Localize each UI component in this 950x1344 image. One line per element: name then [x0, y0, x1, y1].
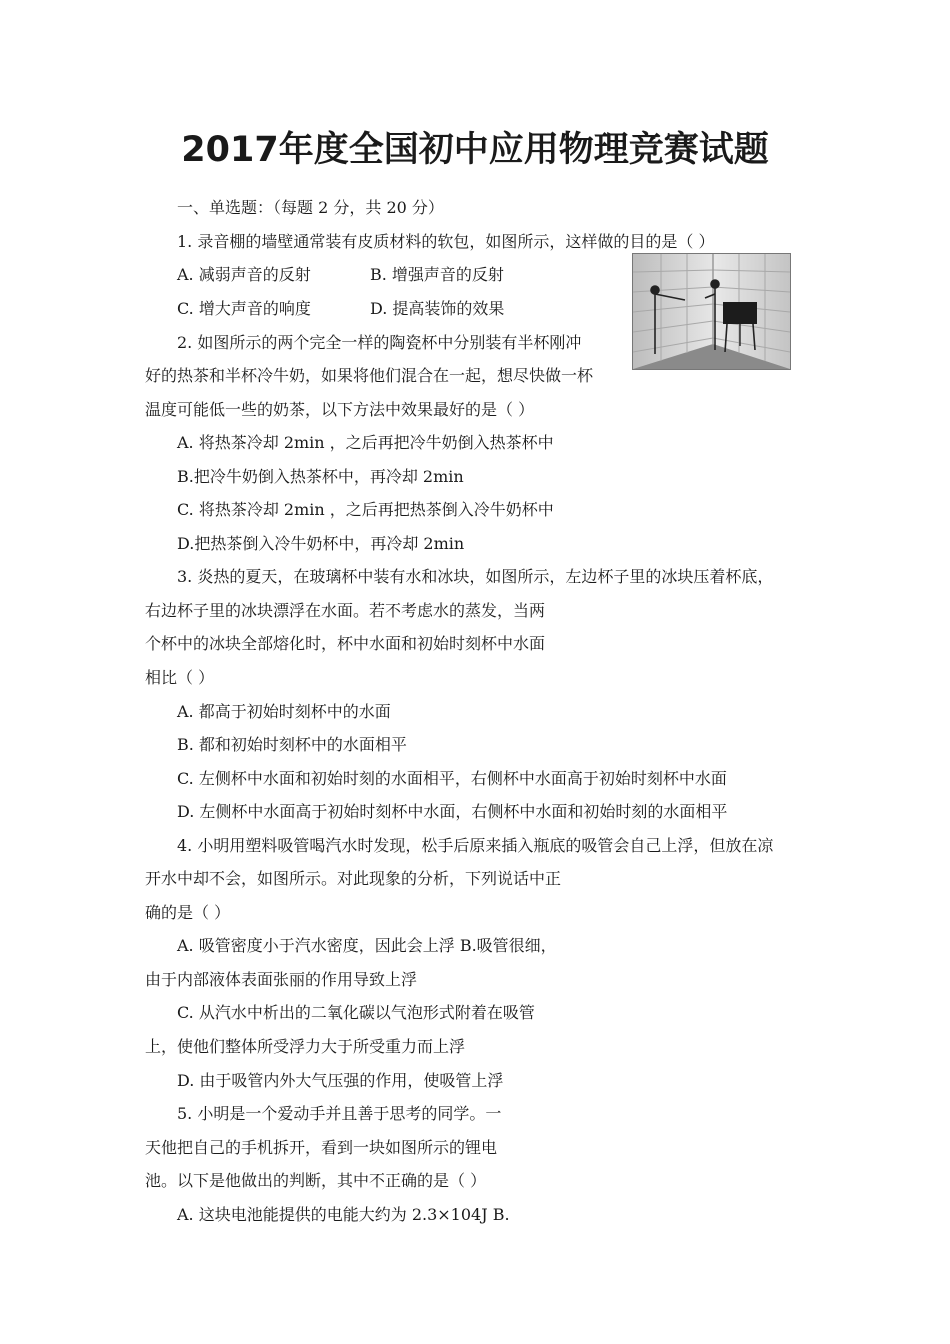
question-3-option-c: C. 左侧杯中水面和初始时刻的水面相平，右侧杯中水面高于初始时刻杯中水面 — [177, 769, 727, 788]
question-3-option-d: D. 左侧杯中水面高于初始时刻杯中水面，右侧杯中水面和初始时刻的水面相平 — [177, 802, 728, 821]
question-2-stem-line-3: 温度可能低一些的奶茶，以下方法中效果最好的是（ ） — [145, 400, 535, 419]
question-2-option-a: A. 将热茶冷却 2min ，之后再把冷牛奶倒入热茶杯中 — [177, 433, 554, 452]
question-1-stem: 1. 录音棚的墙壁通常装有皮质材料的软包，如图所示，这样做的目的是（ ） — [177, 232, 715, 251]
question-3-option-a: A. 都高于初始时刻杯中的水面 — [177, 702, 391, 721]
question-2-option-c: C. 将热茶冷却 2min ，之后再把热茶倒入冷牛奶杯中 — [177, 500, 554, 519]
question-2-stem-line-1: 2. 如图所示的两个完全一样的陶瓷杯中分别装有半杯刚冲 — [177, 333, 582, 352]
question-2-option-b: B.把冷牛奶倒入热茶杯中，再冷却 2min — [177, 467, 464, 486]
question-3-stem-line-3: 个杯中的冰块全部熔化时，杯中水面和初始时刻杯中水面 — [145, 634, 546, 653]
question-4-option-d: D. 由于吸管内外大气压强的作用，使吸管上浮 — [177, 1071, 504, 1090]
question-4-stem-line-3: 确的是（ ） — [145, 903, 231, 922]
recording-studio-photo — [632, 253, 791, 370]
question-3-stem-line-2: 右边杯子里的冰块漂浮在水面。若不考虑水的蒸发，当两 — [145, 601, 546, 620]
question-2-stem-line-2: 好的热茶和半杯冷牛奶，如果将他们混合在一起，想尽快做一杯 — [145, 366, 594, 385]
question-5-stem-line-2: 天他把自己的手机拆开，看到一块如图所示的锂电 — [145, 1138, 498, 1157]
question-1-option-b: B. 增强声音的反射 — [370, 265, 504, 284]
question-1-option-d: D. 提高装饰的效果 — [370, 299, 505, 318]
section-heading: 一、单选题：（每题 2 分，共 20 分） — [177, 198, 444, 217]
question-3-stem-line-4: 相比（ ） — [145, 668, 215, 687]
question-3-stem-line-1: 3. 炎热的夏天，在玻璃杯中装有水和冰块，如图所示，左边杯子里的冰块压着杯底， — [177, 567, 774, 586]
question-4-option-c-cont: 上，使他们整体所受浮力大于所受重力而上浮 — [145, 1037, 466, 1056]
question-5-stem-line-1: 5. 小明是一个爱动手并且善于思考的同学。一 — [177, 1104, 502, 1123]
question-4-stem-line-1: 4. 小明用塑料吸管喝汽水时发现，松手后原来插入瓶底的吸管会自己上浮，但放在凉 — [177, 836, 774, 855]
question-1-option-c: C. 增大声音的响度 — [177, 299, 311, 318]
question-5-stem-line-3: 池。以下是他做出的判断，其中不正确的是（ ） — [145, 1171, 487, 1190]
question-1-option-a: A. 减弱声音的反射 — [177, 265, 311, 284]
question-4-option-b-cont: 由于内部液体表面张丽的作用导致上浮 — [145, 970, 418, 989]
question-4-option-c: C. 从汽水中析出的二氧化碳以气泡形式附着在吸管 — [177, 1003, 535, 1022]
page-title: 2017年度全国初中应用物理竞赛试题 — [181, 130, 769, 170]
question-3-option-b: B. 都和初始时刻杯中的水面相平 — [177, 735, 407, 754]
question-2-option-d: D.把热茶倒入冷牛奶杯中，再冷却 2min — [177, 534, 465, 553]
question-4-stem-line-2: 开水中却不会，如图所示。对此现象的分析，下列说话中正 — [145, 869, 562, 888]
question-5-option-a: A. 这块电池能提供的电能大约为 2.3×104J B. — [177, 1205, 510, 1224]
question-4-option-a-b: A. 吸管密度小于汽水密度，因此会上浮 B.吸管很细， — [177, 936, 557, 955]
